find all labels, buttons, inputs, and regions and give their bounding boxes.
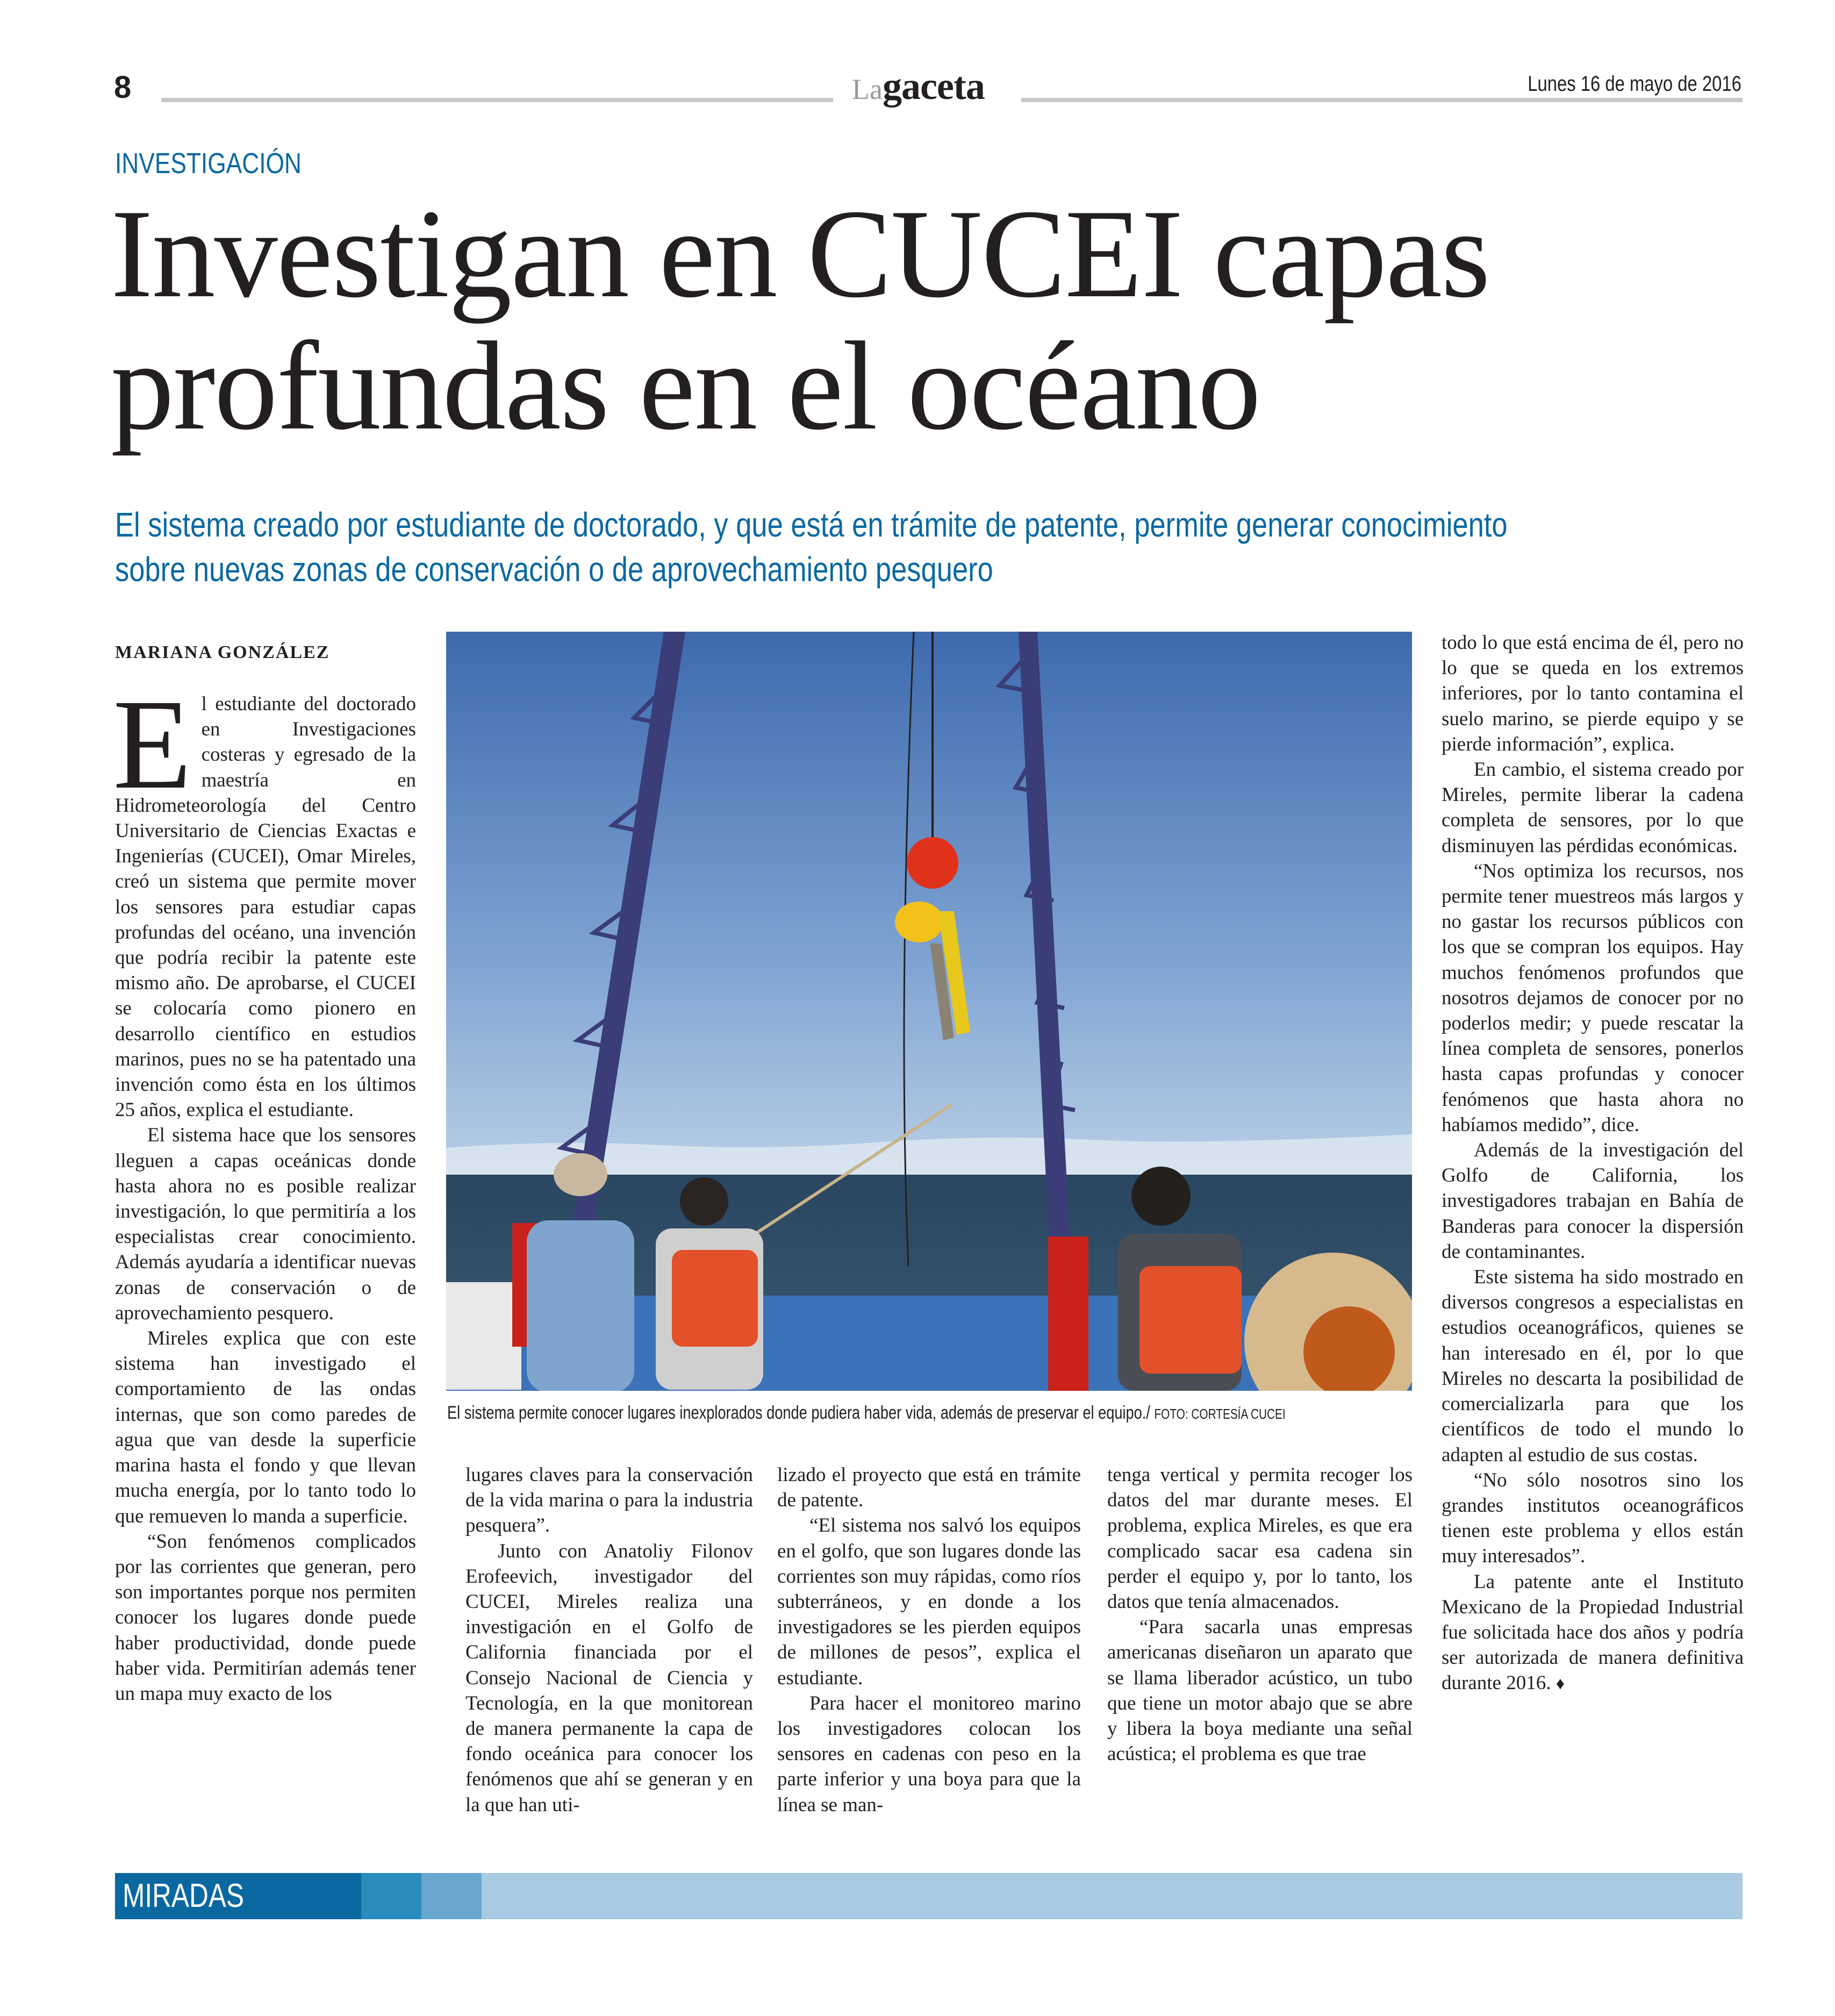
article-column-1 [113,673,416,1706]
paragraph: Junto con Anatoliy Filonov Erofeevich, investigador del CUCEI, Mireles realiza una investigación en el Golfo de California financiada por el Consejo Nacional de Ciencia y Tecnología, en la que monitorean de manera permanente la capa de fondo oceánica para conocer los fenómenos que ahí se generan y en la que han uti- [465,1540,753,1816]
paragraph: En cambio, el sistema creado por Mireles, permite liberar la cadena completa de sensores, por lo que disminuyen las pérdidas económicas. [1442,759,1744,857]
section-label: INVESTIGACIÓN [115,147,302,180]
paragraph: “No sólo nosotros sino los grandes institutos oceanográficos tienen este problema y ellos están muy interesados”. [1442,1469,1744,1568]
headline-line-2: profundas en el océano [111,316,1260,456]
paragraph: todo lo que está encima de él, pero no lo que se queda en los extremos inferiores, por lo tanto contamina el suelo marino, se pierde equipo y se pierde información”, explica. [1442,632,1744,755]
article-column-2 [465,1462,753,1818]
deck-line-2: sobre nuevas zonas de conservación o de aprovechamiento pesquero [115,550,993,589]
drop-cap: E [113,673,192,816]
page-number: 8 [114,70,132,105]
deck-line-1: El sistema creado por estudiante de doctorado, y que está en trámite de patente, permite generar conocimiento [115,505,1508,544]
paragraph: El estudiante del doctorado en Investigaciones costeras y egresado de la maestría en Hidrometeorología del Centro Universitario de Ciencias Exactas e Ingenierías (CUCEI), Omar Mireles, creó un sistema que permite mover los sensores para estudiar capas profundas del océano, una invención que podría recibir la patente este mismo año. De aprobarse, el CUCEI se colocaría como pionero en desarrollo científico en estudios marinos, pues no se ha patentado una invención como ésta en los últimos 25 años, explica el estudiante. [113,673,416,1121]
article-photo [446,632,1412,1391]
boat-cabin [446,1282,521,1390]
masthead-logo [852,65,985,118]
paragraph: Para hacer el monitoreo marino los investigadores colocan los sensores en cadenas con peso en la parte inferior y una boya para que la línea se man- [777,1692,1081,1816]
paragraph: Además de la investigación del Golfo de California, los investigadores trabajan en Bahía de Banderas para conocer la dispersión de contaminantes. [1442,1139,1744,1263]
paragraph: “El sistema nos salvó los equipos en el golfo, que son lugares donde las corrientes son muy rápidas, como ríos subterráneos, y en donde a los investigadores se les pierden equipos de millones de pesos”, explica el estudiante. [777,1514,1081,1689]
headline [111,184,1777,456]
paragraph: “Son fenómenos complicados por las corrientes que generan, pero son importantes porque nos permiten conocer los lugares donde puede haber productividad, donde puede haber vida. Permitirían además tener un mapa muy exacto de los [115,1530,416,1705]
footer-segment-primary [115,1873,361,1919]
byline: MARIANA GONZÁLEZ [115,642,330,662]
paragraph: lugares claves para la conservación de la vida marina o para la industria pesquera”. [465,1464,753,1537]
paragraph: lizado el proyecto que está en trámite de patente. [777,1464,1081,1512]
red-post-right [1048,1236,1088,1391]
footer-segment-3 [421,1873,482,1919]
paragraph: El sistema hace que los sensores lleguen a capas oceánicas donde hasta ahora no es posible realizar investigación, lo que permitiría a los especialistas crear conocimiento. Además ayudaría a identificar nuevas zonas de conservación o de aprovechamiento pesquero. [115,1124,416,1324]
paragraph: Mireles explica que con este sistema han investigado el comportamiento de las ondas internas, que son como paredes de agua que van desde la superficie marina hasta el fondo y que llevan mucha energía, por lo tanto todo lo que remueven lo manda a superficie. [115,1327,416,1527]
deck-subheadline [115,503,1569,592]
yellow-buoy [895,902,943,942]
footer-section-bar [115,1873,1743,1919]
masthead-prefix: La [852,73,883,105]
paragraph: tenga vertical y permita recoger los datos del mar durante meses. El problema, explica Mireles, es que era complicado sacar esa cadena sin perder el equipo y, por lo tanto, los datos que tenía almacenados. [1107,1464,1413,1613]
red-buoy [907,837,958,889]
photo-illustration [446,632,1412,1391]
photo-credit: FOTO: CORTESÍA CUCEI [1154,1406,1286,1422]
photo-caption [447,1401,1393,1426]
footer-section-label: MIRADAS [123,1877,244,1914]
paragraph-final: La patente ante el Instituto Mexicano de la Propiedad Industrial fue solicitada hace dos años y podría ser autorizada de manera definitiva durante 2016. ♦ [1442,1570,1744,1695]
issue-date: Lunes 16 de mayo de 2016 [1528,72,1741,96]
masthead-name: gaceta [882,65,985,108]
article-column-3 [777,1462,1081,1818]
headline-line-1: Investigan en CUCEI capas [111,184,1489,324]
paragraph: “Nos optimiza los recursos, nos permite tener muestreos más largos y no gastar los recursos públicos con los que se compran los equipos. Hay muchos fenómenos profundos que nosotros dejamos de conocer por no poderlos medir; y puede rescatar la línea completa de sensores, ponerlos hasta capas profundas y conocer fenómenos que hasta ahora no habíamos medido”, dice. [1442,860,1744,1136]
article-column-5 [1442,630,1744,1697]
paragraph: Este sistema ha sido mostrado en diversos congresos a especialistas en estudios oceanográficos, quienes se han interesado en él, por lo que Mireles no descarta la posibilidad de comercializarla para que los científicos de todo el mundo lo adapten al estudio de sus costas. [1442,1266,1744,1466]
paragraph: “Para sacarla unas empresas americanas diseñaron un aparato que se llama liberador acústico, un tubo que tiene un motor abajo que se abre y libera la boya mediante una señal acústica; el problema es que trae [1107,1616,1413,1765]
sky [446,632,1412,1175]
article-column-4 [1107,1462,1413,1767]
header-rule-left [161,98,833,102]
footer-segment-4 [482,1873,1743,1919]
end-mark-diamond-icon: ♦ [1556,1674,1565,1693]
footer-segment-2 [361,1873,421,1919]
caption-text: El sistema permite conocer lugares inexplorados donde pudiera haber vida, además de preservar el equipo./ [447,1403,1150,1423]
